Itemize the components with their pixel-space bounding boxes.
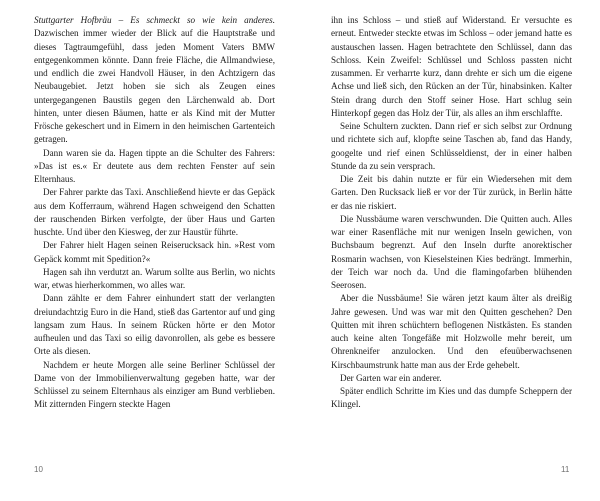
- emphasized-text: Stuttgarter Hofbräu – Es schmeckt so wie kein anderes.: [34, 15, 275, 25]
- paragraph: Hagen sah ihn verdutzt an. Warum sollte aus Berlin, wo nichts war, etwas hierherkommen, wo alles war.: [34, 266, 275, 290]
- paragraph: Die Nussbäume waren verschwunden. Die Quitten auch. Alles war einer Rasenfläche mit nur wenigen Inseln gewichen, von Buchsbaum begrenzt. Auf den Inseln durfte anorektischer Rosmarin wachsen, von Kieselsteinen Kies bedrängt. Immerhin, der Teich war noch da. Und die flamingofarben blühenden Seerosen.: [331, 213, 572, 290]
- paragraph: Die Zeit bis dahin nutzte er für ein Wiedersehen mit dem Garten. Den Rucksack ließ er vor der Tür zurück, in Berlin hätte er das nie riskiert.: [331, 174, 572, 211]
- right-page: [331, 14, 572, 412]
- paragraph: Nachdem er heute Morgen alle seine Berliner Schlüssel der Dame von der Immobilienverwaltung gegeben hatte, war der Schlüssel zu seinem Elternhaus als einziger am Bund verblieben. Mit zitternden Fingern steckte Hagen: [34, 359, 275, 410]
- paragraph: Seine Schultern zuckten. Dann rief er sich selbst zur Ordnung und richtete sich auf, klopfte seine Taschen ab, fand das Handy, googelte und rief einen Schlüsseldienst, der in einer halben Stunde da zu sein versprach.: [331, 121, 572, 171]
- paragraph: Der Garten war ein anderer.: [340, 372, 442, 383]
- page-number-left: 10: [34, 465, 43, 474]
- paragraph: Dann waren sie da. Hagen tippte an die Schulter des Fahrers: »Das ist es.« Er deutete aus dem rechten Fenster auf sein Elternhaus.: [34, 147, 275, 184]
- left-page: [34, 14, 275, 412]
- paragraph: Aber die Nussbäume! Sie wären jetzt kaum älter als dreißig Jahre gewesen. Und was war mit den Quitten geschehen? Den Quitten mit ihren schüchtern beflogenen Nistkästen. Es standen auch keine alten Tongefäße mit Holzwolle mehr bereit, um Ohrenkneifer anzulocken. Und den efeuüberwachsenen Kirschbaumstrunk hatte man aus der Erde gehebelt.: [331, 293, 572, 370]
- paragraph: Der Fahrer parkte das Taxi. Anschließend hievte er das Gepäck aus dem Kofferraum, während Hagen schweigend den Schatten der rauschenden Birken verfolgte, der über Haus und Garten huschte. Und über den Kiesweg, der zur Haustür führte.: [34, 187, 275, 237]
- paragraph: Später endlich Schritte im Kies und das dumpfe Scheppern der Klingel.: [331, 386, 572, 410]
- paragraph: ihn ins Schloss – und stieß auf Widerstand. Er versuchte es erneut. Entweder steckte etwas im Schloss – oder jemand hatte es austauschen lassen. Hagen betrachtete den Schlüssel, dann das Schloss. Kein Zweifel: Schlüssel und Schloss passten nicht zusammen. Er verharrte kurz, dann drehte er sich um die eigene Achse und ließ sich, den Rücken an der Tür, hinabsinken. Kalter Stein drang durch den Stoff seiner Hose. Hart schlug sein Hinterkopf gegen das Holz der Tür, als alles an ihm erschlaffte.: [331, 15, 572, 118]
- paragraph: Der Fahrer hielt Hagen seinen Reiserucksack hin. »Rest vom Gepäck kommt mit Spedition?«: [34, 240, 275, 264]
- page-number-right: 11: [561, 465, 570, 474]
- paragraph: Dann zählte er dem Fahrer einhundert statt der verlangten dreiundachtzig Euro in die Hand, stieß das Gartentor auf und ging langsam zum Haus. In seinem Rücken hörte er den Motor aufheulen und das Taxi so eilig davonrollen, als gebe es bessere Orte als diesen.: [34, 293, 275, 357]
- right-page-text: [331, 14, 572, 412]
- left-page-text: [34, 14, 275, 412]
- paragraph-text: Dazwischen immer wieder der Blick auf die Hauptstraße und dieses Tagtraumgefühl, dass jeden Moment Vaters BMW entgegenkommen könnte. Dann freie Fläche, die Allmandwiese, und endlich die zwei Handvoll Häuser, in den Achtzigern das Neubaugebiet. Jetzt hoben sie sich als Zeugen eines untergegangenen Baustils gegen den Lärchenwald ab. Dort hinten, unter diesen Bäumen, hatte er als Kind mit der Mutter Frösche gekeschert und in Eimern in den heimischen Gartenteich getragen.: [34, 28, 275, 145]
- paragraph: [34, 14, 275, 147]
